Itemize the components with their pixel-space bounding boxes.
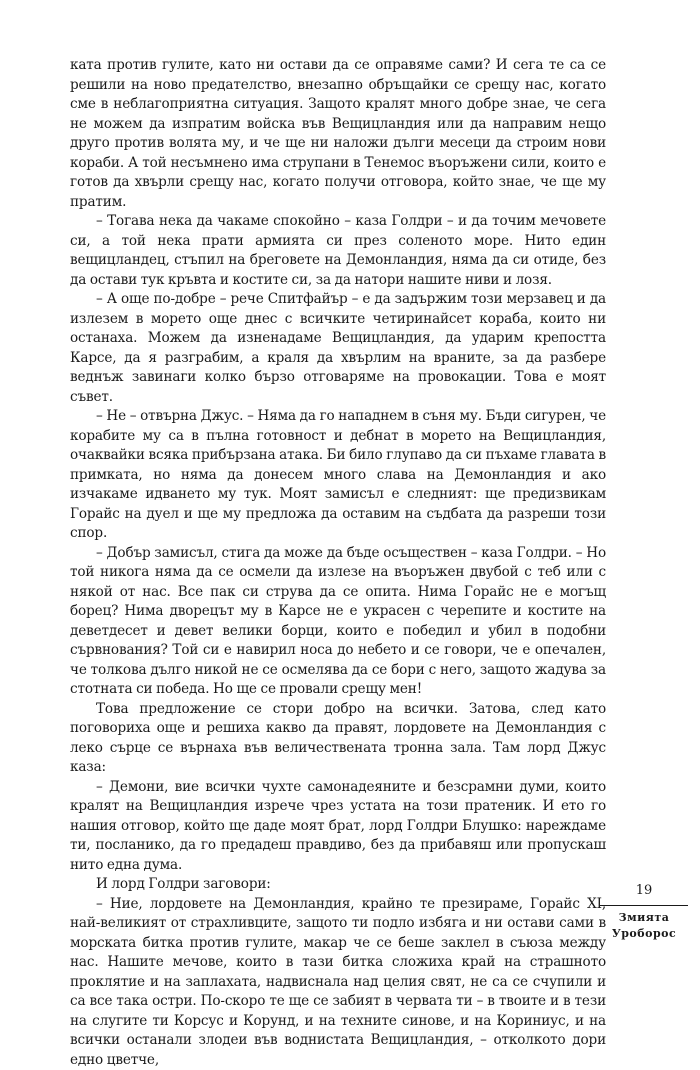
paragraph: – Тогава нека да чакаме спокойно – каза Голдри – и да точим мечовете си, а той нека прати армията си през соленото море. Нито един вещицландец, стъпил на бреговете на Демонландия, няма да си отиде, без да остави тук кръвта и костите си, за да натори нашите ниви и лозя. (70, 212, 606, 290)
paragraph: – Демони, вие всички чухте самонадеяните и безсрамни думи, които кралят на Вещицландия изрече чрез устата на този пратеник. И ето го нашия отговор, който ще даде моят брат, лорд Голдри Блушко: нареждаме ти, посланико, да го предадеш правдиво, без да прибавяш или пропускаш нито една дума. (70, 778, 606, 876)
paragraph: – Не – отвърна Джус. – Няма да го нападнем в съня му. Бъди сигурен, че корабите му са в пълна готовност и дебнат в морето на Вещицландия, очаквайки всяка прибързана атака. Би било глупаво да си пъхаме главата в примката, но няма да донесем много слава на Демонландия и ако изчакаме идването му тук. Моят замисъл е следният: ще предизвикам Горайс на дуел и ще му предложа да оставим на съдбата да разреши този спор. (70, 407, 606, 544)
paragraph: Това предложение се стори добро на всички. Затова, след като поговориха още и решиха какво да правят, лордовете на Демонландия с леко сърце се върнаха във величествената тронна зала. Там лорд Джус каза: (70, 700, 606, 778)
paragraph: ката против гулите, като ни остави да се оправяме сами? И сега те са се решили на ново предателство, внезапно обръщайки се срещу нас, когато сме в неблагоприятна ситуация. Защото кралят много добре знае, че сега не можем да изпратим войска във Вещицландия или да направим нещо друго против волята му, и че ще ни наложи дълги месеци да строим нови кораби. А той несъмнено има струпани в Тенемос въоръжени сили, които е готов да хвърли срещу нас, когато получи отговора, който знае, че ще му пратим. (70, 56, 606, 212)
page-number: 19 (598, 882, 690, 905)
paragraph: – Добър замисъл, стига да може да бъде осъществен – каза Голдри. – Но той никога няма да се осмели да излезе на въоръжен двубой с теб или с някой от нас. Все пак си струва да се опита. Нима Горайс не е могъщ борец? Нима дворецът му в Карсе не е украсен с черепите и костите на деветдесет и девет велики борци, които е победил и убил в подобни сървнования? Той си е навирил носа до небето и се говори, че е опечален, че толкова дълго никой не се осмелява да се бори с него, защото жадува за стотната си победа. Но ще се провали срещу мен! (70, 544, 606, 700)
page-footer (598, 882, 690, 942)
paragraph: – Ние, лордовете на Демонландия, крайно те презираме, Горайс XI, най-великият от страхливците, защото ти подло избяга и ни остави сами в морската битка против гулите, макар че се беше заклел в съюза между нас. Нашите мечове, които в тази битка сложиха край на страшното проклятие и на заплахата, надвиснала над целия свят, не са се счупили и са все така остри. По-скоро те ще се забият в червата ти – в твоите и в тези на слугите ти Корсус и Корунд, и на техните синове, и на Кориниус, и на всички останали злодеи във воднистата Вещицландия, – отколкото дори едно цветче, (70, 895, 606, 1070)
running-title: Змията Уроборос (598, 906, 690, 942)
body-text (70, 56, 606, 1070)
paragraph: – А още по-добре – рече Спитфайър – е да задържим този мерзавец и да излезем в морето още днес с всичките четиринайсет кораба, които ни останаха. Можем да изненадаме Вещицландия, да ударим крепостта Карсе, да я разграбим, а краля да хвърлим на враните, за да разбере веднъж завинаги колко бързо отговаряме на провокации. Това е моят съвет. (70, 290, 606, 407)
paragraph: И лорд Голдри заговори: (70, 875, 606, 895)
